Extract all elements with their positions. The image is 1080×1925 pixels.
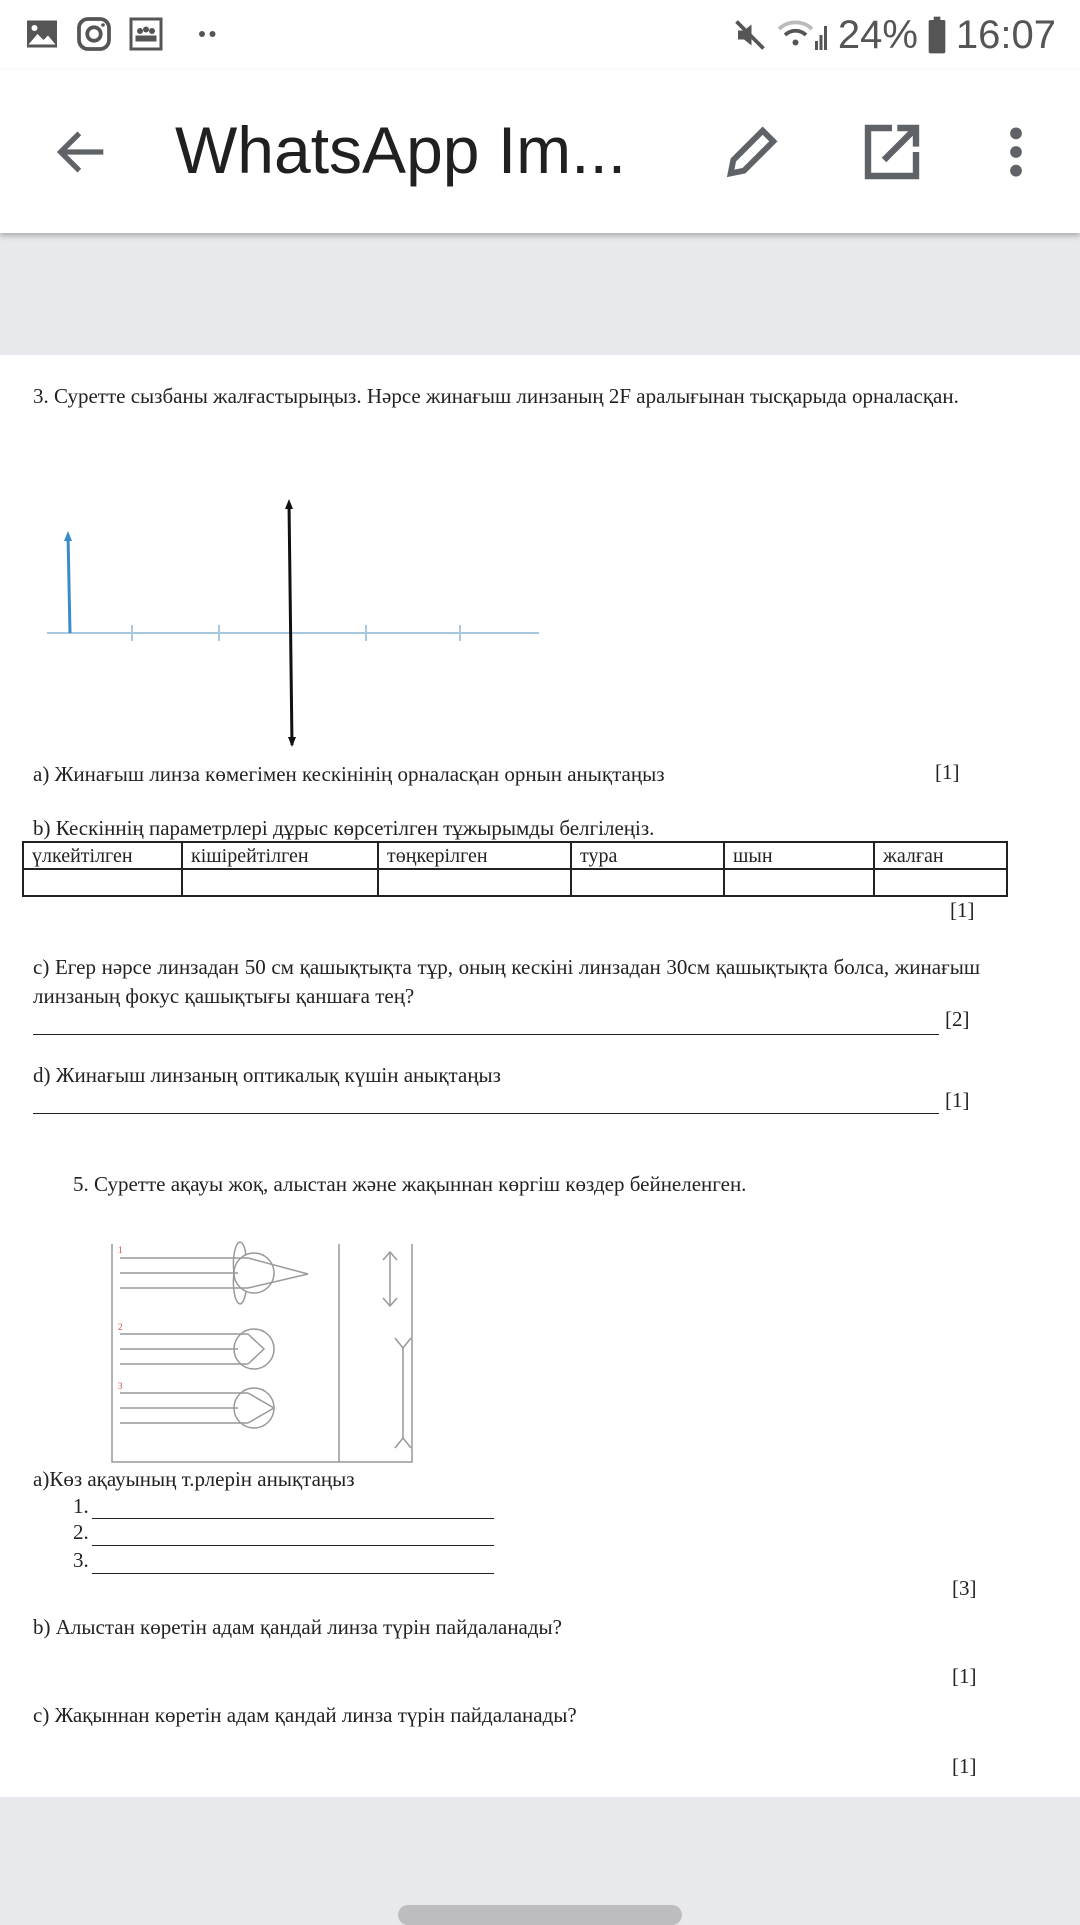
q3-b: b) Кескіннің параметрлері дұрыс көрсетілген тұжырымды белгілеңіз. [33,816,655,840]
more-vert-icon[interactable] [984,120,1048,184]
table-header: шын [724,842,874,869]
answer-line [92,1573,494,1574]
table-header: кішірейтілген [182,842,378,869]
lens-diagram [40,495,550,750]
figure-label: 2 [118,1322,123,1332]
table-header: тура [571,842,724,869]
instagram-icon [76,16,112,52]
scroll-handle[interactable] [398,1905,682,1925]
table-cell [724,869,874,896]
figure-frame [112,1244,412,1462]
q5-b-mark: [1] [952,1664,977,1688]
q3-b-mark: [1] [950,898,975,922]
answer-line [33,1034,939,1035]
eye-3 [120,1388,274,1428]
table-cell [182,869,378,896]
q5-b: b) Алыстан көретін адам қандай линза түрін пайдаланады? [33,1615,562,1639]
q3-d: d) Жинағыш линзаның оптикалық күшін анықтаңыз [33,1063,501,1087]
classroom-icon [128,16,164,52]
image-params-table [22,841,1008,897]
more-notifications-icon [190,16,226,52]
table-cell [23,869,182,896]
table-header: төңкерілген [378,842,571,869]
q5-c-mark: [1] [952,1754,977,1778]
q5-a-mark: [3] [952,1576,977,1600]
object-arrow [68,535,70,633]
gallery-icon [24,16,60,52]
table-header-row [23,842,1007,869]
table-answer-row [23,869,1007,896]
q5-c: c) Жақыннан көретін адам қандай линза түрін пайдаланады? [33,1703,577,1727]
answer-line [92,1518,494,1519]
table-cell [571,869,724,896]
answer-line [92,1545,494,1546]
q5-text: 5. Суретте ақауы жоқ, алыстан және жақыннан көргіш көздер бейнеленген. [73,1172,747,1196]
wifi-signal-icon [776,15,830,55]
q3-a-mark: [1] [935,760,960,784]
eye-diagram [108,1238,523,1464]
q5-a-item: 2. [73,1520,89,1544]
table-cell [378,869,571,896]
q5-a: а)Көз ақауының т.рлерін анықтаңыз [33,1467,355,1491]
converging-lens-symbol [383,1252,397,1306]
battery-icon [926,15,948,55]
figure-label: 1 [118,1245,123,1255]
eye-2 [120,1329,274,1369]
table-header: жалған [874,842,1007,869]
q3-c-mark: [2] [945,1007,970,1031]
edit-icon[interactable] [720,120,784,184]
battery-percent: 24% [837,12,918,57]
table-header: үлкейтілген [23,842,182,869]
app-bar [0,70,1080,233]
table-cell [874,869,1007,896]
mute-icon [732,17,768,53]
diverging-lens-symbol [395,1338,411,1448]
q3-d-mark: [1] [945,1088,970,1112]
q3-text: 3. Суретте сызбаны жалғастырыңыз. Нәрсе жинағыш линзаның 2F аралығынан тысқарыда орналасқан. [33,384,959,408]
converging-lens [289,503,292,745]
eye-1 [120,1242,308,1304]
back-icon[interactable] [50,120,114,184]
open-external-icon[interactable] [860,120,924,184]
figure-label: 3 [118,1381,123,1391]
answer-line [33,1113,939,1114]
status-bar [0,0,1080,70]
q5-a-item: 3. [73,1548,89,1572]
page-title: WhatsApp Im... [175,113,627,187]
q3-a: a) Жинағыш линза көмегімен кескінінің орналасқан орнын анықтаңыз [33,762,665,786]
clock: 16:07 [955,12,1056,57]
q5-a-item: 1. [73,1494,89,1518]
q3-c: c) Егер нәрсе линзадан 50 см қашықтықта тұр, оның кескіні линзадан 30см қашықтықта болса, жинағыш линзаның фокус қашықтығы қаншаға тең? [33,955,980,1008]
